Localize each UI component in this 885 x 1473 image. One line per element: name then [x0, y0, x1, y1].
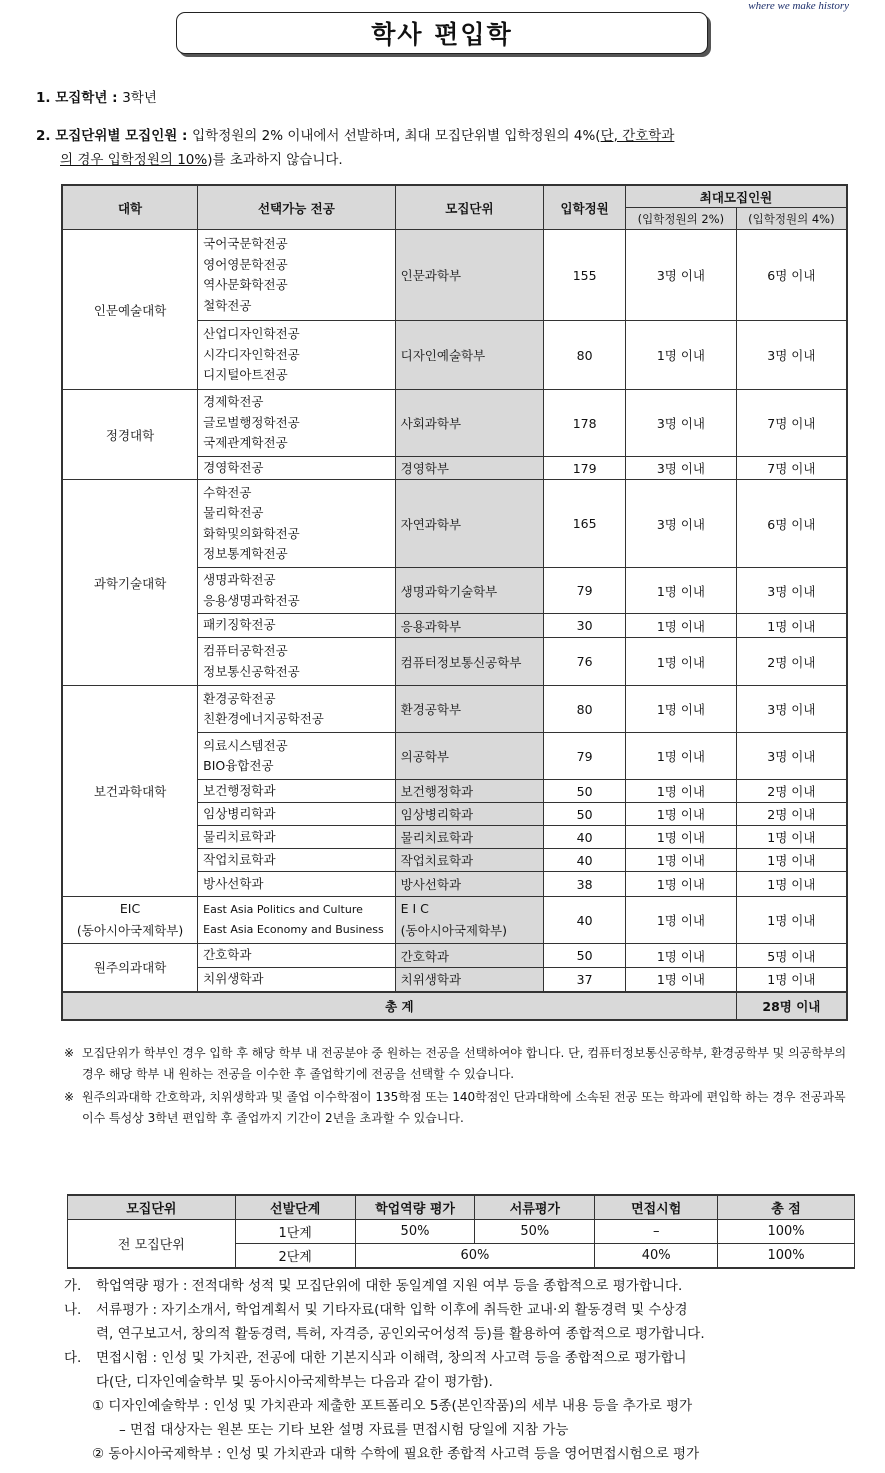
max-2pct-cell: 1명 이내	[626, 321, 737, 390]
major-name: 글로벌행정학전공	[203, 414, 300, 430]
header-eval-unit: 모집단위	[68, 1195, 236, 1220]
max-2pct-cell: 1명 이내	[626, 614, 737, 638]
unit-name-sub: (동아시아국제학부)	[400, 923, 507, 938]
note-mark: ※	[64, 1090, 75, 1104]
unit-cell: 생명과학기술학부	[395, 568, 544, 614]
max-4pct-cell: 3명 이내	[736, 321, 847, 390]
unit-cell: 간호학과	[395, 944, 544, 968]
quota-cell: 80	[544, 686, 626, 733]
table-row	[62, 390, 847, 457]
major-cell: 방사선학과	[198, 872, 396, 897]
brand-tagline: where we make history	[748, 0, 849, 12]
quota-cell: 76	[544, 638, 626, 686]
quota-cell: 165	[544, 480, 626, 568]
major-name: 응용생명과학전공	[203, 592, 300, 608]
quota-cell: 50	[544, 780, 626, 803]
colon: :	[107, 90, 123, 106]
max-4pct-cell: 1명 이내	[736, 614, 847, 638]
eval-docs-cell: 50%	[475, 1220, 595, 1244]
criteria-sub-note: – 면접 대상자는 원본 또는 기타 보완 설명 자료를 면접시험 당일에 지참 가능	[119, 1422, 569, 1438]
quota-cell: 179	[544, 457, 626, 480]
eval-academic-cell: 50%	[355, 1220, 475, 1244]
criteria-text: 면접시험 : 인성 및 가치관, 전공에 대한 기본지식과 이해력, 창의적 사고력 등을 종합적으로 평가합니	[96, 1350, 687, 1366]
unit-cell: 경영학부	[395, 457, 544, 480]
page-title: 학사 편입학	[176, 12, 708, 54]
criteria-text: 서류평가 : 자기소개서, 학업계획서 및 기타자료(대학 입학 이후에 취득한 교내·외 활동경력 및 수상경	[96, 1302, 688, 1318]
major-cell	[198, 457, 396, 480]
major-cell: 물리치료학과	[198, 826, 396, 849]
total-label: 총 계	[62, 992, 736, 1020]
max-4pct-cell: 2명 이내	[736, 638, 847, 686]
max-2pct-cell: 1명 이내	[626, 568, 737, 614]
eval-stage-cell: 2단계	[235, 1244, 355, 1269]
quota-cell: 79	[544, 568, 626, 614]
major-cell	[198, 480, 396, 568]
college-name: EIC	[119, 901, 141, 916]
major-name: 의료시스템전공	[203, 737, 288, 753]
max-2pct-cell: 1명 이내	[626, 826, 737, 849]
header-eval-total: 총 점	[718, 1195, 855, 1220]
table-row	[62, 686, 847, 733]
max-4pct-cell: 6명 이내	[736, 480, 847, 568]
unit-cell: 치위생학과	[395, 968, 544, 992]
evaluation-header-row	[68, 1195, 855, 1220]
quota-cell: 38	[544, 872, 626, 897]
max-4pct-cell: 2명 이내	[736, 803, 847, 826]
eval-total-cell: 100%	[718, 1244, 855, 1269]
max-2pct-cell: 1명 이내	[626, 849, 737, 872]
quota-cell: 40	[544, 849, 626, 872]
max-2pct-cell: 3명 이내	[626, 390, 737, 457]
max-2pct-cell: 1명 이내	[626, 638, 737, 686]
eval-stage-cell: 1단계	[235, 1220, 355, 1244]
unit-cell	[395, 897, 544, 944]
header-max-4pct: (입학정원의 4%)	[736, 208, 847, 230]
max-2pct-cell: 1명 이내	[626, 897, 737, 944]
major-name: East Asia Politics and Culture	[203, 902, 363, 916]
major-name: 컴퓨터공학전공	[203, 643, 288, 658]
unit-cell: 임상병리학과	[395, 803, 544, 826]
max-4pct-cell: 1명 이내	[736, 968, 847, 992]
major-name: 환경공학전공	[203, 690, 276, 706]
major-name: 철학전공	[203, 297, 252, 313]
college-name-sub: (동아시아국제학부)	[76, 923, 184, 938]
unit-cell: 인문과학부	[395, 230, 544, 321]
max-2pct-cell: 1명 이내	[626, 803, 737, 826]
max-2pct-cell: 3명 이내	[626, 230, 737, 321]
section-2-text-2: )를 초과하지 않습니다.	[207, 152, 343, 168]
max-4pct-cell: 3명 이내	[736, 568, 847, 614]
header-eval-docs: 서류평가	[475, 1195, 595, 1220]
unit-cell: 보건행정학과	[395, 780, 544, 803]
max-4pct-cell: 2명 이내	[736, 780, 847, 803]
eval-unit-cell: 전 모집단위	[68, 1220, 236, 1269]
header-eval-stage: 선발단계	[235, 1195, 355, 1220]
unit-cell: 방사선학과	[395, 872, 544, 897]
quota-cell: 37	[544, 968, 626, 992]
header-unit: 모집단위	[395, 185, 544, 230]
major-name: 정보통신공학전공	[203, 663, 300, 679]
major-cell	[198, 686, 396, 733]
section-2-label: 2. 모집단위별 모집인원	[36, 128, 178, 144]
major-cell	[198, 230, 396, 321]
major-name: 화학및의화학전공	[203, 525, 300, 541]
major-name: 역사문화학전공	[203, 277, 288, 292]
criteria-item	[64, 1274, 859, 1298]
section-2-underline-2: 의 경우 입학정원의 10%	[60, 152, 208, 168]
note-text: 원주의과대학 간호학과, 치위생학과 및 졸업 이수학점이 135학점 또는 140학점인 단과대학에 소속된 전공 또는 학과에 편입학 하는 경우 전공과목 이수 특성상 3학년 편입학 후 졸업까지 기간이 2년을 초과할 수 있습니다.	[82, 1090, 846, 1125]
eval-interview-cell: 40%	[595, 1244, 718, 1269]
major-name: 정보통계학전공	[203, 546, 288, 561]
max-4pct-cell: 1명 이내	[736, 897, 847, 944]
unit-cell: 물리치료학과	[395, 826, 544, 849]
recruit-table	[61, 184, 848, 1021]
major-name: 생명과학전공	[203, 572, 276, 587]
unit-cell: 디자인예술학부	[395, 321, 544, 390]
college-cell	[62, 897, 198, 944]
criteria-text-cont: 다(단, 디자인예술학부 및 동아시아국제학부는 다음과 같이 평가함).	[96, 1374, 493, 1390]
quota-cell: 178	[544, 390, 626, 457]
evaluation-table	[67, 1194, 855, 1269]
criteria-mark: 나.	[64, 1302, 82, 1318]
criteria-mark: 다.	[64, 1350, 82, 1366]
eval-interview-cell: –	[595, 1220, 718, 1244]
section-recruit-year	[36, 86, 157, 110]
major-cell: 간호학과	[198, 944, 396, 968]
unit-cell: 환경공학부	[395, 686, 544, 733]
notes	[64, 1043, 854, 1129]
header-max-2pct: (입학정원의 2%)	[626, 208, 737, 230]
criteria-text: 학업역량 평가 : 전적대학 성적 및 모집단위에 대한 동일계열 지원 여부 등을 종합적으로 평가합니다.	[96, 1278, 683, 1294]
max-4pct-cell: 3명 이내	[736, 686, 847, 733]
eval-combined-cell: 60%	[355, 1244, 595, 1269]
unit-cell: 컴퓨터정보통신공학부	[395, 638, 544, 686]
section-2-line-1	[36, 124, 851, 148]
major-name: 시각디자인학전공	[203, 346, 300, 362]
max-4pct-cell: 5명 이내	[736, 944, 847, 968]
major-cell	[198, 614, 396, 638]
unit-cell: 작업치료학과	[395, 849, 544, 872]
criteria-item	[64, 1346, 859, 1370]
colon: :	[177, 128, 193, 144]
max-2pct-cell: 1명 이내	[626, 686, 737, 733]
major-cell: 임상병리학과	[198, 803, 396, 826]
major-cell	[198, 897, 396, 944]
quota-cell: 40	[544, 826, 626, 849]
major-name: 물리학전공	[203, 505, 264, 520]
header-eval-interview: 면접시험	[595, 1195, 718, 1220]
quota-cell: 40	[544, 897, 626, 944]
unit-cell: 응용과학부	[395, 614, 544, 638]
quota-cell: 80	[544, 321, 626, 390]
major-name: 친환경에너지공학전공	[203, 711, 324, 726]
criteria-item	[64, 1298, 859, 1322]
major-cell	[198, 733, 396, 780]
major-cell	[198, 638, 396, 686]
unit-cell: 사회과학부	[395, 390, 544, 457]
major-name: 경제학전공	[203, 394, 264, 410]
note-item	[64, 1087, 854, 1129]
major-name: 산업디자인학전공	[203, 326, 300, 342]
major-name: BIO융합전공	[203, 758, 274, 773]
major-cell: 작업치료학과	[198, 849, 396, 872]
max-4pct-cell: 7명 이내	[736, 390, 847, 457]
section-1-label: 1. 모집학년	[36, 90, 108, 106]
note-text: 모집단위가 학부인 경우 입학 후 해당 학부 내 전공분야 중 원하는 전공을 선택하여야 합니다. 단, 컴퓨터정보통신공학부, 환경공학부 및 의공학부의 경우 해당 학부 내 원하는 전공을 이수한 후 졸업학기에 전공을 선택할 수 있습니다.	[82, 1046, 847, 1081]
max-2pct-cell: 1명 이내	[626, 968, 737, 992]
major-name: 경영학전공	[203, 459, 264, 475]
max-2pct-cell: 3명 이내	[626, 457, 737, 480]
max-4pct-cell: 1명 이내	[736, 849, 847, 872]
major-cell: 치위생학과	[198, 968, 396, 992]
total-value: 28명 이내	[736, 992, 847, 1020]
evaluation-criteria	[64, 1274, 859, 1466]
quota-cell: 50	[544, 803, 626, 826]
major-cell	[198, 568, 396, 614]
criteria-sub-item: ② 동아시아국제학부 : 인성 및 가치관과 대학 수학에 필요한 종합적 사고력 등을 영어면접시험으로 평가	[92, 1446, 700, 1462]
major-cell	[198, 321, 396, 390]
unit-name: E I C	[400, 901, 429, 916]
max-2pct-cell: 3명 이내	[626, 480, 737, 568]
section-1-value: 3학년	[122, 90, 157, 106]
major-name: 국제관계학전공	[203, 435, 288, 451]
table-row	[62, 944, 847, 968]
section-recruit-count	[36, 124, 851, 172]
college-cell: 정경대학	[62, 390, 198, 480]
total-row	[62, 992, 847, 1020]
major-cell: 보건행정학과	[198, 780, 396, 803]
major-name: 디지털아트전공	[203, 367, 288, 383]
major-cell	[198, 390, 396, 457]
max-2pct-cell: 1명 이내	[626, 780, 737, 803]
note-item	[64, 1043, 854, 1085]
header-eval-academic: 학업역량 평가	[355, 1195, 475, 1220]
major-name: 국어국문학전공	[203, 236, 288, 251]
header-major: 선택가능 전공	[198, 185, 396, 230]
eval-total-cell: 100%	[718, 1220, 855, 1244]
section-2-text: 입학정원의 2% 이내에서 선발하며, 최대 모집단위별 입학정원의 4%(	[192, 128, 601, 144]
major-name: 패키징학전공	[203, 617, 276, 633]
max-4pct-cell: 6명 이내	[736, 230, 847, 321]
section-2-line-2	[36, 148, 851, 172]
criteria-mark: 가.	[64, 1278, 82, 1294]
quota-cell: 79	[544, 733, 626, 780]
college-cell: 과학기술대학	[62, 480, 198, 686]
unit-cell: 의공학부	[395, 733, 544, 780]
table-row	[62, 897, 847, 944]
max-2pct-cell: 1명 이내	[626, 872, 737, 897]
quota-cell: 30	[544, 614, 626, 638]
max-2pct-cell: 1명 이내	[626, 733, 737, 780]
college-cell: 인문예술대학	[62, 230, 198, 390]
section-2-underline: 단, 간호학과	[600, 128, 675, 144]
major-name: 수학전공	[203, 484, 252, 500]
max-4pct-cell: 3명 이내	[736, 733, 847, 780]
quota-cell: 155	[544, 230, 626, 321]
max-4pct-cell: 7명 이내	[736, 457, 847, 480]
criteria-text-cont: 력, 연구보고서, 창의적 활동경력, 특허, 자격증, 공인외국어성적 등)를 활용하여 종합적으로 평가합니다.	[96, 1326, 705, 1342]
college-cell: 원주의과대학	[62, 944, 198, 992]
major-name: East Asia Economy and Business	[203, 923, 384, 936]
max-2pct-cell: 1명 이내	[626, 944, 737, 968]
table-row	[62, 230, 847, 321]
evaluation-row	[68, 1220, 855, 1244]
note-mark: ※	[64, 1046, 75, 1060]
major-name: 영어영문학전공	[203, 256, 288, 272]
table-row	[62, 480, 847, 568]
max-4pct-cell: 1명 이내	[736, 872, 847, 897]
header-quota: 입학정원	[544, 185, 626, 230]
criteria-sub-item: ① 디자인예술학부 : 인성 및 가치관과 제출한 포트폴리오 5종(본인작품)의 세부 내용 등을 추가로 평가	[92, 1398, 693, 1414]
quota-cell: 50	[544, 944, 626, 968]
header-max: 최대모집인원	[626, 185, 847, 208]
unit-cell: 자연과학부	[395, 480, 544, 568]
max-4pct-cell: 1명 이내	[736, 826, 847, 849]
header-college: 대학	[62, 185, 198, 230]
college-cell: 보건과학대학	[62, 686, 198, 897]
